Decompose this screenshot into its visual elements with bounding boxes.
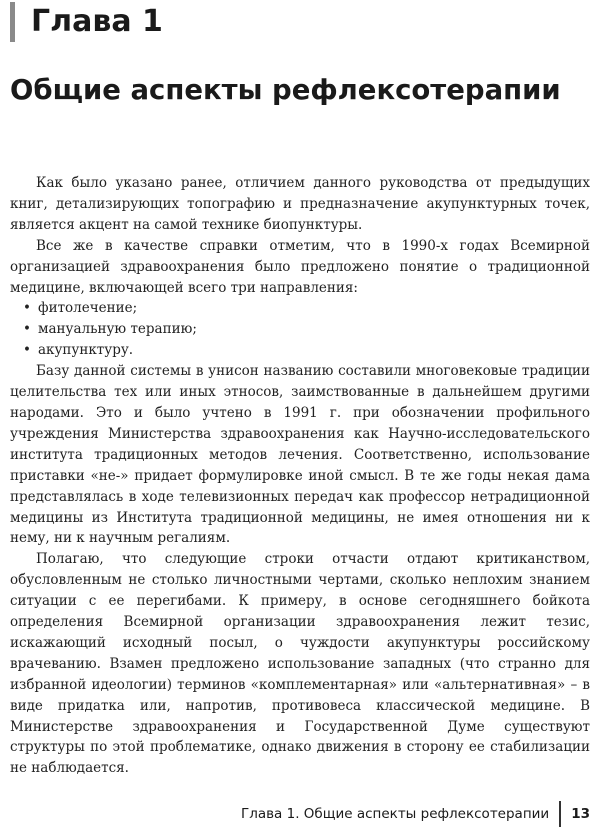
footer-divider xyxy=(559,801,561,827)
paragraph: Как было указано ранее, отличием данного руководства от предыдущих книг, детализирующих топографию и предназначение акупунктурных точек, является акцент на самой технике биопунктуры. xyxy=(10,175,590,233)
page-number: 13 xyxy=(571,806,590,822)
page-footer xyxy=(241,802,590,826)
list-item: • акупунктуру. xyxy=(10,340,590,361)
list-item: • мануальную терапию; xyxy=(10,319,590,340)
paragraph: Базу данной системы в унисон названию составили многовековые традиции целительства тех или иных этносов, заимствованные в дальнейшем другими народами. Это и было учтено в 1991 г. при обозначении профильного учреждения Министерства здравоохранения как Научно-исследовательского института традиционных методов лечения. Соответственно, использование приставки «не-» придает формулировке иной смысл. В те же годы некая дама представлялась в ходе телевизионных передач как профессор нетрадиционной медицины из Института традиционной медицины, не имея отношения ни к нему, ни к научным регалиям. xyxy=(10,363,590,547)
bullet-list xyxy=(10,298,590,361)
list-item: • фитолечение; xyxy=(10,298,590,319)
paragraph: Все же в качестве справки отметим, что в 1990-х годах Всемирной организацией здравоохранения было предложено понятие о традиционной медицине, включающей всего три направления: xyxy=(10,237,590,296)
paragraph: Полагаю, что следующие строки отчасти отдают критиканством, обусловленным не столько личностными чертами, сколько неплохим знанием ситуации с ее перегибами. К примеру, в основе сегодняшнего бойкота определения Всемирной организации здравоохранения лежит тезис, искажающий исходный посыл, о чуждости акупунктуры российскому врачеванию. Взамен предложено использование западных (что странно для избранной идеологии) терминов «комплементарная» или «альтернативная» – в виде придатка или, напротив, противовеса классической медицине. В Министерстве здравоохранения и Государственной Думе существуют структуры по этой проблематике, однако движения в сторону ее стабилизации не наблюдается. xyxy=(10,551,590,777)
chapter-label: Глава 1 xyxy=(10,2,163,42)
running-title: Глава 1. Общие аспекты рефлексотерапии xyxy=(240,806,550,822)
chapter-title: Общие аспекты рефлексотерапии xyxy=(10,74,561,106)
page-body xyxy=(10,173,590,779)
